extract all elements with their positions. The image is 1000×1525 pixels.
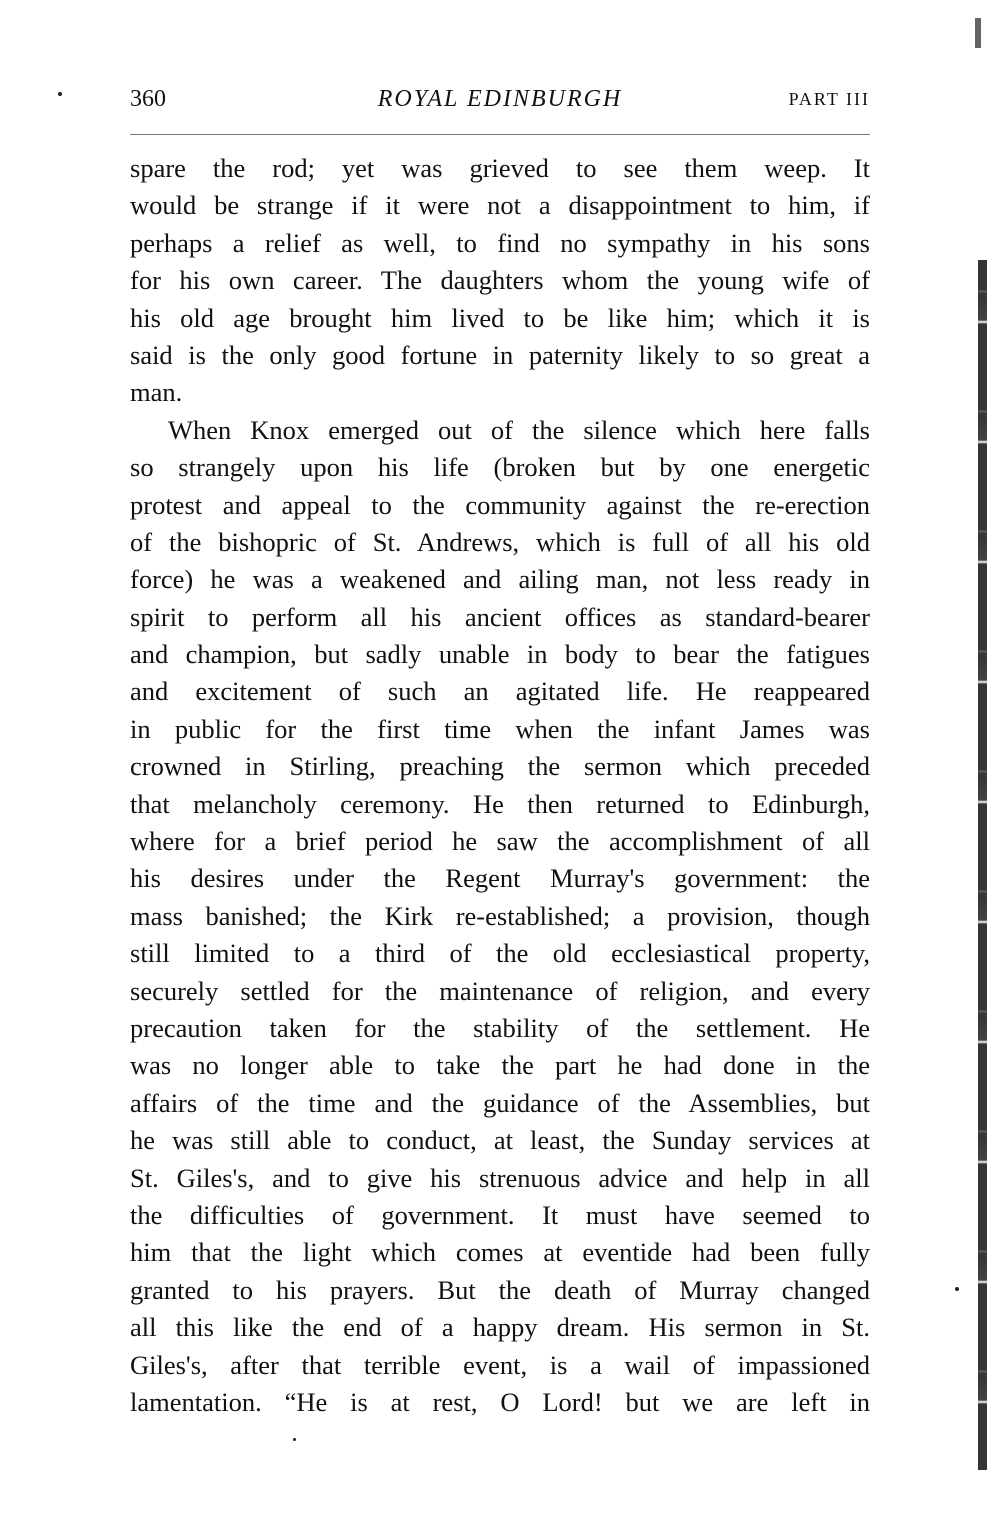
paragraph [130, 150, 870, 412]
page-body [130, 150, 870, 1421]
text-line: mass banished; the Kirk re-established; a provision, though [130, 900, 870, 931]
page-number: 360 [130, 86, 166, 112]
text-line: spirit to perform all his ancient offices as standard-bearer [130, 601, 870, 632]
text-line: for his own career. The daughters whom the young wife of [130, 265, 870, 296]
text-line: and excitement of such an agitated life. He reappeared [130, 676, 870, 707]
paragraph [130, 412, 870, 1422]
text-line: Giles's, after that terrible event, is a wail of impassioned [130, 1349, 870, 1380]
text-line: the difficulties of government. It must have seemed to [130, 1199, 870, 1230]
text-line: precaution taken for the stability of the settlement. He [130, 1012, 870, 1043]
scan-speck [293, 1438, 296, 1441]
text-line: that melancholy ceremony. He then returned to Edinburgh, [130, 788, 870, 819]
text-line: all this like the end of a happy dream. His sermon in St. [130, 1312, 870, 1343]
text-line: where for a brief period he saw the accomplishment of all [130, 826, 870, 857]
binding-edge [978, 260, 987, 1470]
part-label: PART III [788, 89, 870, 109]
text-line: When Knox emerged out of the silence which here falls [168, 414, 870, 445]
text-line: his old age brought him lived to be like him; which it is [130, 302, 870, 333]
text-line: lamentation. “He is at rest, O Lord! but we are left in [130, 1386, 870, 1417]
text-line: would be strange if it were not a disappointment to him, if [130, 190, 870, 221]
text-line: said is the only good fortune in paternity likely to so great a [130, 339, 870, 370]
running-title: ROYAL EDINBURGH [377, 86, 623, 112]
binding-edge-mark [975, 18, 981, 48]
text-line: he was still able to conduct, at least, the Sunday services at [130, 1125, 870, 1156]
text-line: spare the rod; yet was grieved to see them weep. It [130, 153, 870, 183]
header-rule [130, 134, 870, 135]
text-line: so strangely upon his life (broken but by one energetic [130, 452, 870, 483]
text-line: still limited to a third of the old ecclesiastical property, [130, 938, 870, 969]
text-line: his desires under the Regent Murray's government: the [130, 863, 870, 894]
text-line: was no longer able to take the part he had done in the [130, 1050, 870, 1081]
text-line: in public for the first time when the infant James was [130, 713, 870, 744]
text-line: of the bishopric of St. Andrews, which is full of all his old [130, 526, 870, 557]
text-line: granted to his prayers. But the death of Murray changed [130, 1274, 870, 1305]
text-line: force) he was a weakened and ailing man, not less ready in [130, 564, 870, 595]
text-line: crowned in Stirling, preaching the sermon which preceded [130, 751, 870, 782]
text-line: and champion, but sadly unable in body to bear the fatigues [130, 639, 870, 670]
text-line: securely settled for the maintenance of religion, and every [130, 975, 870, 1006]
running-header [130, 86, 870, 120]
text-line: perhaps a relief as well, to find no sympathy in his sons [130, 227, 870, 258]
text-line: him that the light which comes at eventide had been fully [130, 1237, 870, 1268]
scan-speck [955, 1287, 959, 1291]
text-line: man. [130, 377, 183, 408]
text-line: St. Giles's, and to give his strenuous advice and help in all [130, 1162, 870, 1193]
text-line: protest and appeal to the community against the re-erection [130, 489, 870, 520]
text-line: affairs of the time and the guidance of the Assemblies, but [130, 1087, 870, 1118]
scan-speck [58, 92, 62, 96]
